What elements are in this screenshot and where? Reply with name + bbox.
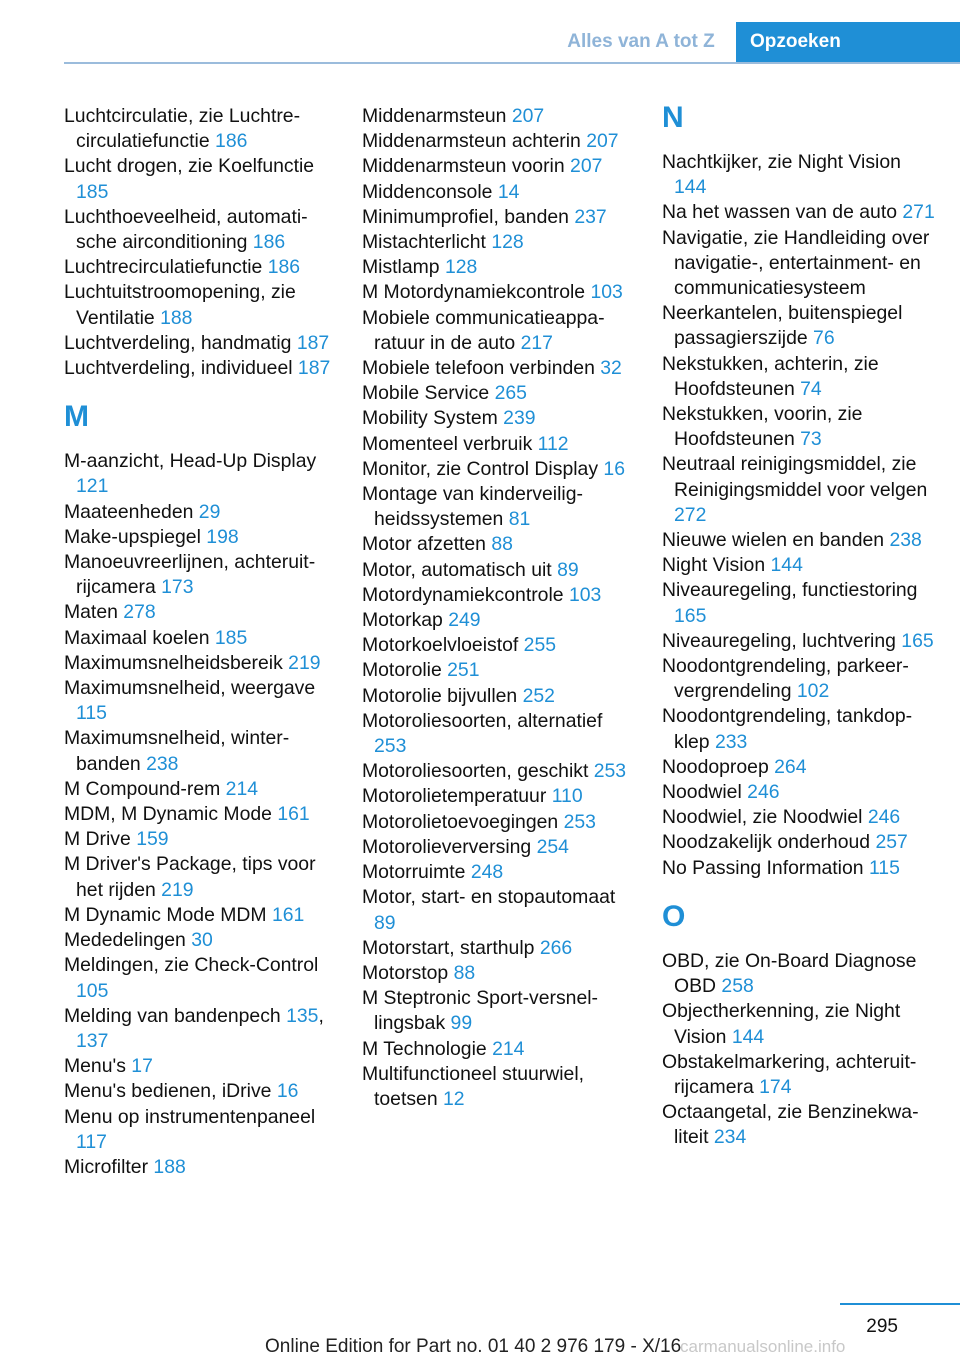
index-entry	[362, 482, 630, 532]
page-link[interactable]: 128	[444, 256, 478, 279]
page-number: 295	[866, 1316, 898, 1337]
entry-text: Navigatie, zie Handleiding over navigatie-, entertainment- en communicatiesysteem	[662, 226, 930, 300]
entry-text: OBD, zie On-Board Diagnose OBD	[662, 949, 917, 998]
entry-text: Luchtcirculatie, zie Luchtrecirculatiefunctie	[64, 105, 301, 153]
index-entry	[362, 684, 630, 709]
entry-text: Monitor, zie Control Display	[362, 457, 599, 480]
index-entry	[362, 759, 630, 784]
page-link[interactable]: 271	[902, 201, 935, 224]
entry-text: Motorruimte	[362, 861, 466, 884]
index-entry	[64, 726, 332, 776]
page-link[interactable]: 249	[448, 609, 481, 632]
page-link[interactable]: 105	[76, 979, 109, 1002]
index-entry	[362, 810, 630, 835]
lookup-tab[interactable]: Opzoeken	[736, 22, 960, 62]
index-entry	[64, 928, 332, 953]
page-link[interactable]: 88	[453, 961, 476, 984]
page-link[interactable]: 16	[276, 1080, 299, 1103]
index-entry	[362, 205, 630, 230]
page-link[interactable]: 252	[522, 684, 555, 707]
index-entry	[64, 500, 332, 525]
entry-text: Obstakelmarkering, achteruitrijcamera	[662, 1050, 917, 1098]
page-link[interactable]: 186	[252, 231, 286, 254]
index-entry	[662, 654, 938, 704]
page-link[interactable]: 14	[497, 180, 520, 203]
index-entry	[64, 777, 332, 802]
entry-text: Motorolietoevoegingen	[362, 810, 559, 833]
page-link[interactable]: 188	[153, 1155, 186, 1178]
index-entry	[662, 352, 938, 402]
index-column-2	[362, 104, 630, 1112]
entry-text: Motor, start- en stopautomaat	[362, 886, 616, 909]
entry-text: Na het wassen van de auto	[662, 201, 897, 224]
entry-text: Noodzakelijk onderhoud	[662, 831, 871, 854]
index-entry	[362, 860, 630, 885]
index-entry	[662, 226, 938, 302]
page-link[interactable]: 257	[875, 831, 908, 854]
page-link[interactable]: 278	[123, 601, 156, 624]
index-entry	[662, 528, 938, 553]
index-entry	[362, 532, 630, 557]
entry-text: M Compound-rem	[64, 777, 221, 800]
index-entry	[362, 835, 630, 860]
entry-text: Nachtkijker, zie Night Vision	[662, 151, 901, 173]
page-link[interactable]: 264	[774, 755, 807, 778]
index-entry	[362, 306, 630, 356]
entry-text: Manoeuvreerlijnen, achteruitrijcamera	[64, 551, 316, 599]
entry-text: M Motordynamiekcontrole	[362, 281, 586, 304]
entry-text: Minimumprofiel, banden	[362, 205, 569, 228]
footer-rule	[840, 1303, 960, 1305]
index-entry	[662, 1050, 938, 1100]
page-link[interactable]: 88	[491, 533, 513, 556]
entry-text: Noodoproep	[662, 755, 769, 778]
page-link[interactable]: 32	[600, 357, 622, 380]
index-entry	[662, 830, 938, 855]
index-entry	[64, 1079, 332, 1104]
index-entry	[64, 651, 332, 676]
entry-text: Luchtrecirculatiefunctie	[64, 256, 263, 279]
entry-text: Maximumsnelheid, winterbanden	[64, 727, 290, 775]
index-entry	[64, 525, 332, 550]
entry-text: Momenteel verbruik	[362, 432, 533, 455]
page-link[interactable]: 135	[286, 1004, 319, 1027]
page-link[interactable]: 99	[450, 1012, 473, 1035]
index-entry	[662, 553, 938, 578]
entry-text: Meldingen, zie Check-Control	[64, 954, 319, 977]
index-entry	[64, 953, 332, 1003]
index-entry	[662, 150, 938, 200]
entry-text: Mobiele telefoon verbinden	[362, 357, 595, 380]
page-link[interactable]: 165	[901, 629, 934, 652]
page-link[interactable]: 265	[494, 382, 527, 405]
index-entry	[64, 676, 332, 726]
index-entry	[64, 356, 332, 381]
header-rule	[64, 62, 960, 64]
page-link[interactable]: 258	[721, 975, 754, 998]
entry-text: Niveauregeling, luchtvering	[662, 629, 896, 652]
index-entry	[362, 1062, 630, 1112]
entry-text: Luchtuitstroomopening, zie Ventilatie	[64, 281, 296, 329]
page-link[interactable]: 81	[508, 508, 531, 531]
index-entry	[662, 629, 938, 654]
page-link[interactable]: 121	[76, 475, 109, 498]
page-link[interactable]: 207	[586, 130, 619, 153]
index-entry	[64, 550, 332, 600]
index-entry	[64, 205, 332, 255]
entry-text: Make-upspiegel	[64, 525, 201, 548]
index-entry	[362, 658, 630, 683]
page-link[interactable]: 76	[813, 327, 835, 350]
page-link[interactable]: 219	[161, 878, 194, 901]
entry-text: Octaangetal, zie Benzinekwaliteit	[662, 1101, 919, 1149]
page-link[interactable]: 187	[296, 331, 330, 354]
page-link[interactable]: 198	[206, 525, 239, 548]
index-entry	[662, 805, 938, 830]
index-entry	[362, 784, 630, 809]
page-link[interactable]: 214	[225, 777, 259, 800]
entry-text: Middenarmsteun voorin	[362, 155, 565, 178]
index-entry	[662, 780, 938, 805]
page-link[interactable]: 137	[76, 1029, 109, 1052]
entry-text: Melding van bandenpech	[64, 1004, 281, 1027]
page-link[interactable]: 214	[492, 1037, 525, 1060]
index-entry	[362, 608, 630, 633]
page-link[interactable]: 238	[889, 529, 922, 552]
entry-text: M Dynamic Mode MDM	[64, 903, 267, 926]
page-link[interactable]: 30	[191, 929, 213, 952]
entry-text: Motoroliesoorten, geschikt	[362, 760, 589, 783]
index-entry	[64, 104, 332, 154]
entry-text: Menu's bedienen, iDrive	[64, 1080, 272, 1103]
page-link[interactable]: 251	[447, 659, 480, 682]
page-link[interactable]: 186	[267, 256, 301, 279]
index-entry	[64, 280, 332, 330]
entry-text: Noodontgrendeling, tankdopklep	[662, 705, 913, 753]
page-link[interactable]: 266	[539, 936, 573, 959]
index-entry	[662, 856, 938, 881]
page-link[interactable]: 254	[536, 835, 569, 858]
page-link[interactable]: 103	[568, 583, 602, 606]
entry-text: Night Vision	[662, 554, 766, 577]
entry-text: Luchtverdeling, handmatig	[64, 331, 292, 354]
page-link[interactable]: 238	[146, 752, 179, 775]
page-link[interactable]: 161	[277, 803, 310, 826]
index-entry	[662, 704, 938, 754]
page-link[interactable]: 89	[374, 911, 396, 934]
entry-text: Multifunctioneel stuurwiel, toetsen	[362, 1062, 585, 1110]
page-link[interactable]: 272	[674, 503, 707, 526]
entry-text: Noodontgrendeling, parkeervergrendeling	[662, 655, 909, 703]
index-entry	[64, 600, 332, 625]
page-link[interactable]: 17	[131, 1055, 153, 1078]
entry-text: M Driver's Package, tips voor het rijden	[64, 853, 316, 901]
entry-text: Mobility System	[362, 407, 498, 430]
page-link[interactable]: 246	[747, 781, 780, 804]
entry-text: M Technologie	[362, 1037, 487, 1060]
page-link[interactable]: 239	[503, 407, 536, 430]
entry-text: M Drive	[64, 828, 131, 851]
index-entry	[64, 449, 332, 499]
index-entry	[662, 402, 938, 452]
index-entry	[64, 255, 332, 280]
index-entry	[362, 583, 630, 608]
entry-text: Motordynamiekcontrole	[362, 583, 564, 606]
entry-text: Objectherkenning, zie Night Vision	[662, 1000, 901, 1048]
page-link[interactable]: 73	[800, 428, 822, 451]
entry-text: Neutraal reinigingsmiddel, zie Reinigingsmiddel voor velgen	[662, 453, 928, 501]
entry-text: Motorolieverversing	[362, 835, 532, 858]
index-entry	[362, 936, 630, 961]
page-link[interactable]: 233	[714, 730, 748, 753]
entry-text: Mobile Service	[362, 382, 490, 405]
index-entry	[64, 827, 332, 852]
page-link[interactable]: 110	[551, 785, 583, 808]
page-link[interactable]: 188	[160, 306, 193, 329]
index-entry	[662, 999, 938, 1049]
index-entry	[662, 949, 938, 999]
watermark: carmanualsonline.info	[680, 1337, 846, 1356]
entry-text: Luchtverdeling, individueel	[64, 357, 293, 380]
entry-text: Motorkap	[362, 609, 443, 632]
page-link[interactable]: 144	[770, 554, 803, 577]
entry-text: Motor, automatisch uit	[362, 558, 552, 581]
page-link[interactable]: 112	[537, 432, 569, 455]
page-link[interactable]: 255	[523, 634, 557, 657]
entry-text: Motorstart, starthulp	[362, 936, 535, 959]
page-link[interactable]: 185	[214, 626, 248, 649]
index-entry	[362, 104, 630, 129]
page-link[interactable]: 173	[161, 576, 194, 599]
page-link[interactable]: 128	[491, 231, 524, 254]
page-link[interactable]: 12	[443, 1087, 465, 1110]
index-entry	[362, 280, 630, 305]
page-link[interactable]: 253	[563, 810, 596, 833]
page-link[interactable]: 144	[731, 1025, 765, 1048]
index-column-1	[64, 104, 332, 1180]
entry-text: Noodwiel	[662, 781, 742, 804]
index-entry	[362, 558, 630, 583]
index-entry	[362, 885, 630, 935]
entry-text: Luchthoeveelheid, automatische airconditioning	[64, 205, 308, 254]
page-link[interactable]: 117	[76, 1130, 107, 1153]
index-entry: Melding van bandenpech 135, 137	[64, 1004, 324, 1052]
page-link[interactable]: 207	[511, 105, 545, 127]
entry-text: Mistachterlicht	[362, 231, 486, 254]
page-link[interactable]: 174	[759, 1075, 792, 1098]
entry-text: Middenarmsteun achterin	[362, 130, 581, 153]
page-link[interactable]: 102	[796, 680, 830, 703]
index-entry	[64, 1054, 332, 1079]
page-link[interactable]: 219	[288, 651, 321, 674]
entry-text: Maateenheden	[64, 500, 194, 523]
entry-text: Middenconsole	[362, 180, 493, 203]
page-link[interactable]: 248	[470, 861, 504, 884]
entry-text: Motorolie	[362, 659, 442, 682]
index-entry	[362, 255, 630, 280]
page-link[interactable]: 165	[674, 604, 707, 627]
page-link[interactable]: 103	[590, 281, 623, 304]
index-entry	[64, 154, 332, 204]
index-entry	[64, 1105, 332, 1155]
entry-text: Motorolie bijvullen	[362, 684, 518, 707]
page-link[interactable]: 115	[868, 856, 900, 879]
page-link[interactable]: 16	[603, 457, 625, 480]
index-entry	[362, 457, 630, 482]
entry-text: Nekstukken, voorin, zie Hoofdsteunen	[662, 403, 863, 451]
entry-text: Motorstop	[362, 961, 449, 984]
entry-text: Maten	[64, 601, 118, 624]
page-link[interactable]: 115	[76, 702, 107, 725]
index-entry	[362, 180, 630, 205]
page-link[interactable]: 144	[674, 176, 707, 199]
index-entry	[362, 230, 630, 255]
index-entry	[64, 1155, 332, 1180]
page-link[interactable]: 89	[557, 558, 579, 581]
page-link[interactable]: 186	[215, 130, 248, 153]
entry-text: Middenarmsteun	[362, 105, 507, 127]
entry-text: Motorkoelvloeistof	[362, 634, 519, 657]
entry-text: Nieuwe wielen en banden	[662, 529, 885, 552]
entry-text: Mededelingen	[64, 929, 186, 952]
entry-text: Mistlamp	[362, 256, 440, 279]
section-letter: O	[662, 899, 686, 933]
entry-text: M Steptronic Sport-versnellingsbak	[362, 987, 599, 1035]
index-entry	[662, 301, 938, 351]
index-entry	[362, 381, 630, 406]
section-tab[interactable]: Alles van A tot Z	[567, 31, 715, 52]
index-column-3	[662, 101, 938, 1151]
entry-text: Maximumsnelheid, weergave	[64, 677, 316, 700]
page-link[interactable]: 161	[271, 903, 305, 926]
entry-text: Menu's	[64, 1055, 126, 1078]
entry-text: Mobiele communicatieapparatuur in de auto	[362, 306, 605, 354]
page-link[interactable]: 253	[593, 760, 627, 783]
entry-text: Montage van kinderveiligheidssystemen	[362, 483, 583, 531]
index-entry	[362, 432, 630, 457]
page-link[interactable]: 237	[574, 205, 607, 228]
entry-text: No Passing Information	[662, 856, 864, 879]
index-entry	[64, 626, 332, 651]
index-entry	[362, 986, 630, 1036]
index-entry	[64, 903, 332, 928]
edition-info: Online Edition for Part no. 01 40 2 976 179 - X/16	[265, 1336, 682, 1357]
index-entry	[662, 1100, 938, 1150]
entry-text: Motor afzetten	[362, 533, 486, 556]
page-link[interactable]: 234	[713, 1126, 747, 1149]
index-entry	[662, 452, 938, 528]
index-entry	[362, 154, 630, 179]
entry-text: M-aanzicht, Head-Up Display	[64, 450, 317, 473]
index-entry	[362, 1037, 630, 1062]
page-link[interactable]: 246	[867, 806, 901, 829]
page-link[interactable]: 159	[136, 828, 169, 851]
index-entry	[64, 802, 332, 827]
index-entry	[362, 406, 630, 431]
index-entry	[362, 356, 630, 381]
entry-text: Motorolietemperatuur	[362, 785, 547, 808]
entry-text: Neerkantelen, buitenspiegel passagierszijde	[662, 302, 903, 350]
index-entry	[362, 129, 630, 154]
page-link[interactable]: 217	[520, 331, 553, 354]
entry-text: Niveauregeling, functiestoring	[662, 579, 918, 602]
page-link[interactable]: 185	[76, 180, 109, 203]
index-entry	[362, 633, 630, 658]
index-entry	[662, 578, 938, 628]
entry-text: Maximumsnelheidsbereik	[64, 651, 283, 674]
entry-text: Lucht drogen, zie Koelfunctie	[64, 155, 315, 178]
entry-text: Motoroliesoorten, alternatief	[362, 709, 603, 732]
entry-text: MDM, M Dynamic Mode	[64, 803, 272, 826]
index-entry	[362, 961, 630, 986]
page-link[interactable]: 207	[570, 155, 603, 178]
page-link[interactable]: 253	[374, 735, 407, 758]
page-link[interactable]: 187	[297, 357, 331, 380]
index-entry	[64, 852, 332, 902]
entry-text: Microfilter	[64, 1155, 149, 1178]
page-link[interactable]: 74	[800, 377, 822, 400]
index-entry	[64, 331, 332, 356]
index-entry	[662, 755, 938, 780]
entry-text: Noodwiel, zie Noodwiel	[662, 806, 863, 829]
page-link[interactable]: 29	[198, 500, 221, 523]
entry-text: Nekstukken, achterin, zie Hoofdsteunen	[662, 352, 879, 400]
entry-text: Menu op instrumentenpaneel	[64, 1105, 316, 1128]
index-entry	[362, 709, 630, 759]
section-letter: M	[64, 400, 89, 434]
index-entry	[662, 200, 938, 225]
section-letter: N	[662, 101, 684, 134]
entry-text: Maximaal koelen	[64, 626, 210, 649]
